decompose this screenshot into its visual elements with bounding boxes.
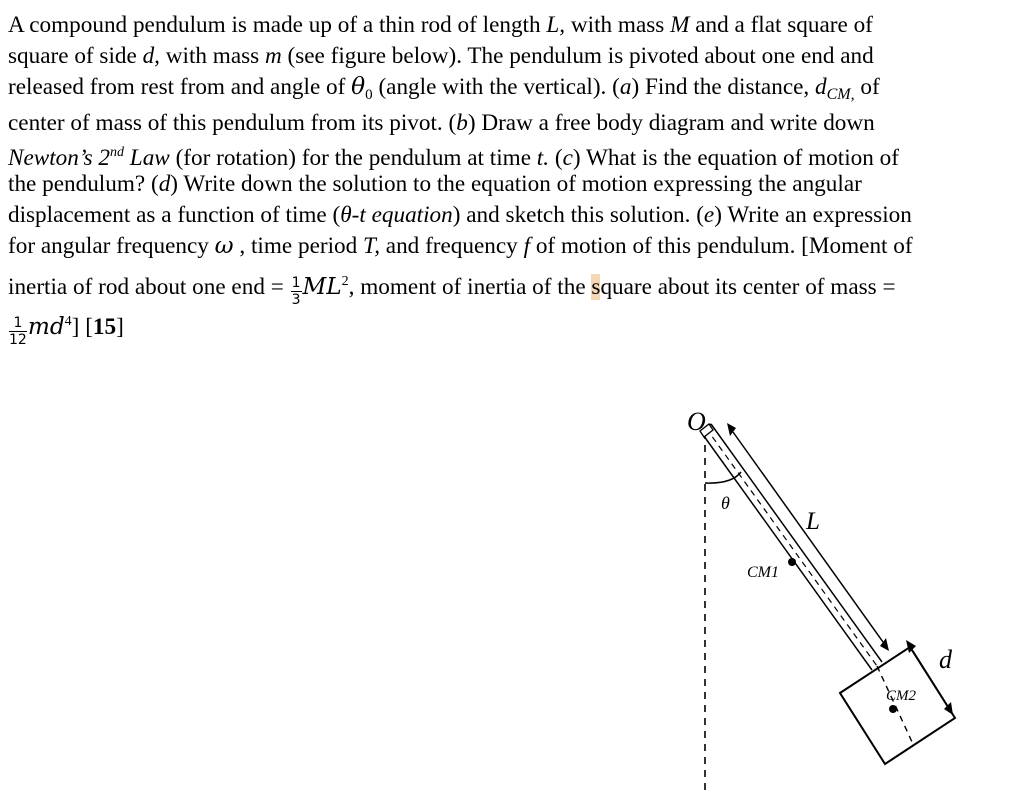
- label-theta: θ: [721, 493, 730, 513]
- label-cm2: CM2: [886, 688, 916, 704]
- square-mass: [840, 647, 955, 764]
- cm1-dot: [788, 558, 796, 566]
- problem-line-2: square of side d, with mass m (see figure below). The pendulum is pivoted about one end and: [8, 42, 874, 69]
- problem-line-5: Newton’s 2nd Law (for rotation) for the pendulum at time t. (c) What is the equation of motion of: [8, 145, 899, 172]
- length-dimension-line: [733, 432, 883, 642]
- problem-line-3: released from rest from and angle of $\theta_0$ (angle with the vertical). (a) Find the distance, $d_{CM,}$ of: [8, 72, 880, 103]
- fraction-one-third: $\frac{1}{3}$: [291, 274, 301, 308]
- problem-line-7: displacement as a function of time (θ-t equation) and sketch this solution. (e) Write an expression: [8, 201, 912, 228]
- label-o: O: [687, 407, 706, 436]
- problem-line-6: the pendulum? (d) Write down the solution to the equation of motion expressing the angular: [8, 171, 862, 198]
- cm2-dot: [889, 705, 897, 713]
- label-d: d: [939, 645, 952, 674]
- problem-line-4: center of mass of this pendulum from its pivot. (b) Draw a free body diagram and write down: [8, 109, 875, 136]
- rod: [701, 424, 882, 670]
- problem-line-9: inertia of rod about one end = $\frac{1}{3}$ $ML^2$, moment of inertia of the square about its center of mass =: [8, 272, 896, 308]
- highlighted-char: s: [591, 273, 601, 300]
- problem-line-10: $\frac{1}{12}$ $md^4$] [15]: [9, 312, 124, 348]
- label-l: L: [806, 508, 820, 535]
- problem-line-8: for angular frequency ω , time period T, and frequency f of motion of this pendulum. [Moment of: [8, 231, 913, 259]
- fraction-one-twelfth: $\frac{1}{12}$: [9, 314, 27, 348]
- problem-line-1: A compound pendulum is made up of a thin rod of length L, with mass M and a flat square of: [8, 12, 873, 38]
- label-cm1: CM1: [747, 564, 779, 581]
